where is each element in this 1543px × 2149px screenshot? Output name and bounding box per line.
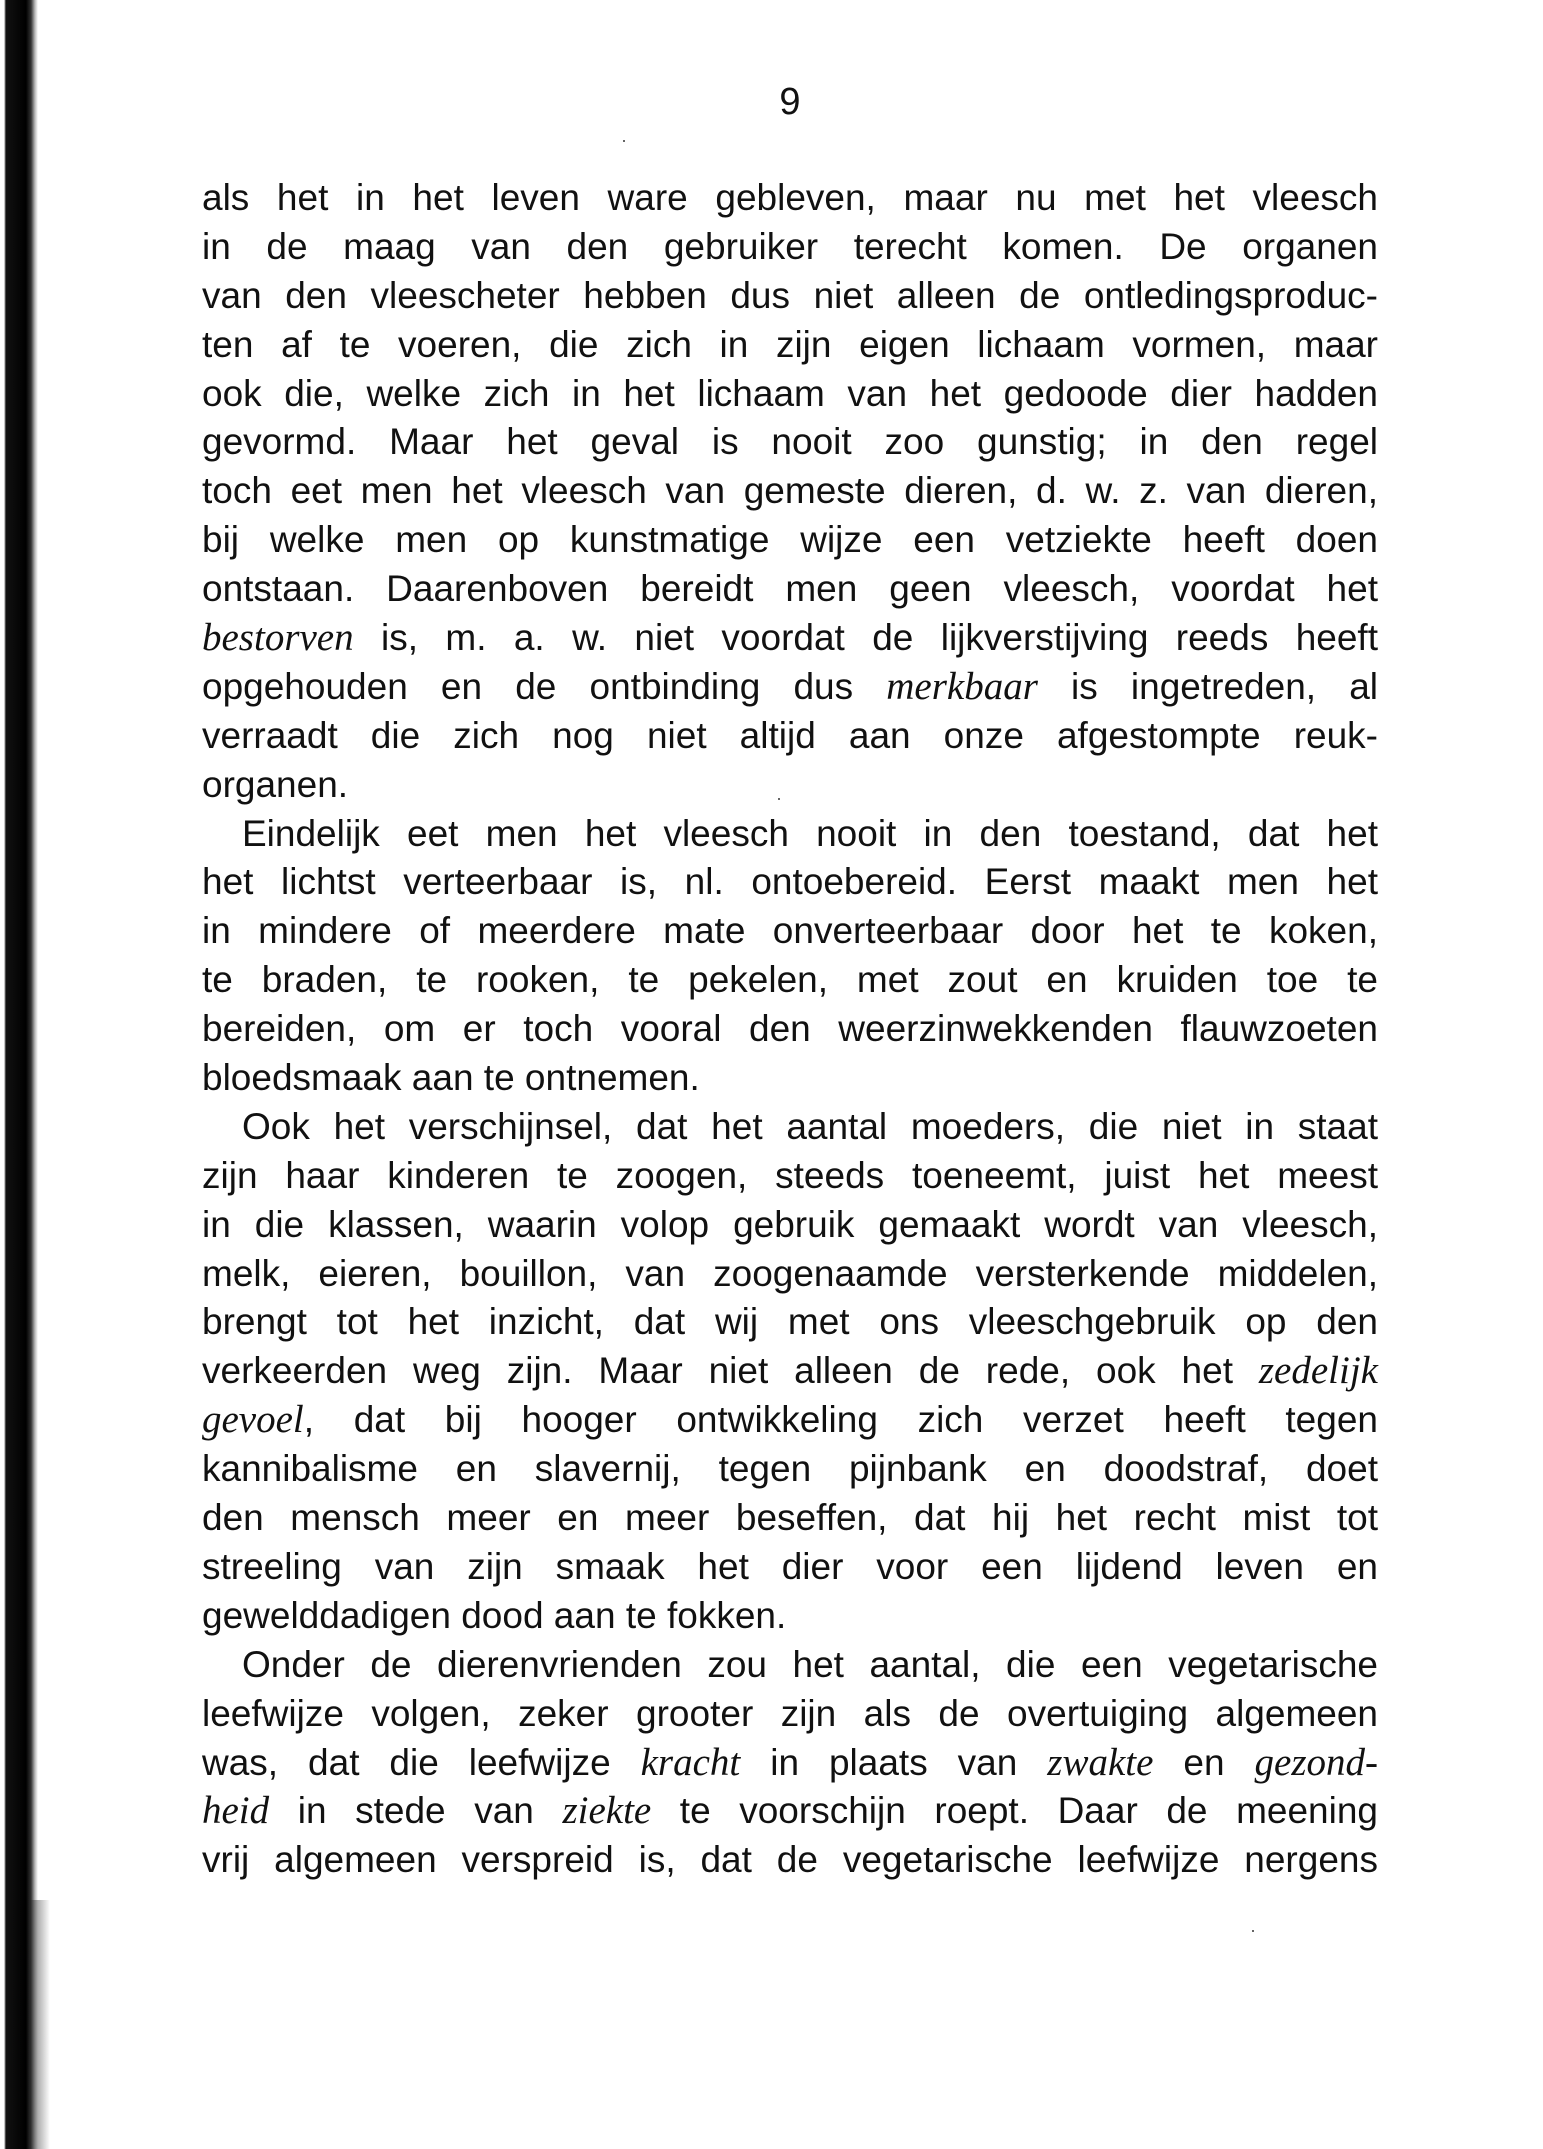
paragraph	[202, 174, 1378, 810]
text-run: in die klassen, waarin volop gebruik gemaakt wordt van vleesch,	[202, 1203, 1378, 1245]
text-line	[202, 1103, 1378, 1152]
text-line	[202, 1494, 1378, 1543]
text-line	[202, 1054, 1378, 1103]
book-binding-edge	[0, 0, 38, 2149]
text-run: is, m. a. w. niet voordat de lijkverstijving reeds heeft	[353, 617, 1378, 659]
body-text	[202, 174, 1378, 1885]
page-number: 9	[779, 81, 801, 123]
text-run: is ingetreden, al	[1037, 665, 1378, 707]
text-run: kannibalisme en slavernij, tegen pijnbank en doodstraf, doet	[202, 1448, 1378, 1490]
text-line	[202, 761, 1378, 810]
paragraph	[202, 810, 1378, 1103]
text-line	[202, 1641, 1378, 1690]
text-run: in plaats van	[740, 1741, 1048, 1783]
text-run: streeling van zijn smaak het dier voor een lijdend leven en	[202, 1545, 1378, 1587]
text-line	[202, 370, 1378, 419]
text-run: gewelddadigen dood aan te fokken.	[202, 1594, 787, 1636]
italic-emphasis: gezond-	[1254, 1740, 1379, 1784]
text-run: Onder de dierenvrienden zou het aantal, die een vegetarische	[242, 1643, 1378, 1685]
text-line	[202, 1347, 1378, 1396]
text-run: van den vleescheter hebben dus niet alleen de ontledingsproduc-	[202, 274, 1378, 316]
text-run: te braden, te rooken, te pekelen, met zout en kruiden toe te	[202, 959, 1378, 1001]
text-line	[202, 956, 1378, 1005]
text-line	[202, 223, 1378, 272]
text-run: als het in het leven ware gebleven, maar nu met het vleesch	[202, 177, 1378, 218]
text-run: toch eet men het vleesch van gemeste dieren, d. w. z. van dieren,	[202, 470, 1378, 512]
book-binding-shadow	[30, 1900, 50, 2149]
text-line	[202, 272, 1378, 321]
text-run: was, dat die leefwijze	[202, 1741, 641, 1783]
text-line	[202, 174, 1378, 223]
text-line	[202, 1152, 1378, 1201]
italic-emphasis: merkbaar	[886, 664, 1038, 708]
text-run: Ook het verschijnsel, dat het aantal moeders, die niet in staat	[242, 1105, 1378, 1147]
text-line	[202, 1836, 1378, 1885]
text-run: bereiden, om er toch vooral den weerzinwekkenden flauwzoeten	[202, 1008, 1378, 1050]
paragraph	[202, 1641, 1378, 1885]
italic-emphasis: heid	[202, 1789, 270, 1833]
text-line	[202, 712, 1378, 761]
text-line	[202, 1298, 1378, 1347]
text-run: leefwijze volgen, zeker grooter zijn als de overtuiging algemeen	[202, 1692, 1378, 1734]
text-line	[202, 1739, 1378, 1788]
italic-emphasis: kracht	[640, 1740, 741, 1784]
italic-emphasis: zwakte	[1047, 1740, 1154, 1784]
italic-emphasis: gevoel	[202, 1398, 304, 1442]
text-run: , dat bij hooger ontwikkeling zich verzet heeft tegen	[303, 1399, 1378, 1441]
italic-emphasis: zedelijk	[1258, 1349, 1378, 1393]
text-run: zijn haar kinderen te zoogen, steeds toeneemt, juist het meest	[202, 1154, 1378, 1196]
text-line	[202, 1690, 1378, 1739]
text-run: organen.	[202, 763, 349, 805]
text-run: den mensch meer en meer beseffen, dat hij het recht mist tot	[202, 1497, 1378, 1539]
text-line	[202, 858, 1378, 907]
text-run: te voorschijn roept. Daar de meening	[651, 1790, 1378, 1832]
text-run: ontstaan. Daarenboven bereidt men geen vleesch, voordat het	[202, 568, 1378, 610]
text-line	[202, 1250, 1378, 1299]
scan-speck	[778, 798, 780, 800]
italic-emphasis: ziekte	[562, 1789, 652, 1833]
text-line	[202, 467, 1378, 516]
text-line	[202, 516, 1378, 565]
text-run: het lichtst verteerbaar is, nl. ontoebereid. Eerst maakt men het	[202, 861, 1378, 903]
text-run: in de maag van den gebruiker terecht komen. De organen	[202, 225, 1378, 267]
text-line	[202, 1543, 1378, 1592]
text-line	[202, 321, 1378, 370]
text-line	[202, 1592, 1378, 1641]
text-line	[202, 1005, 1378, 1054]
scan-speck	[623, 140, 625, 142]
scan-speck	[1252, 1930, 1254, 1932]
text-line	[202, 565, 1378, 614]
text-run: bloedsmaak aan te ontnemen.	[202, 1057, 700, 1099]
text-line	[202, 418, 1378, 467]
text-run: in stede van	[269, 1790, 563, 1832]
text-run: verraadt die zich nog niet altijd aan onze afgestompte reuk-	[202, 714, 1378, 756]
text-run: in mindere of meerdere mate onverteerbaar door het te koken,	[202, 910, 1378, 952]
text-run: gevormd. Maar het geval is nooit zoo gunstig; in den regel	[202, 421, 1378, 463]
text-run: ook die, welke zich in het lichaam van het gedoode dier hadden	[202, 372, 1378, 414]
italic-emphasis: bestorven	[202, 616, 354, 660]
text-run: verkeerden weg zijn. Maar niet alleen de rede, ook het	[202, 1350, 1259, 1392]
text-line	[202, 1201, 1378, 1250]
text-line	[202, 907, 1378, 956]
text-line	[202, 1396, 1378, 1445]
text-line	[202, 1787, 1378, 1836]
text-line	[202, 614, 1378, 663]
text-line	[202, 1445, 1378, 1494]
text-run: melk, eieren, bouillon, van zoogenaamde versterkende middelen,	[202, 1252, 1378, 1294]
text-run: opgehouden en de ontbinding dus	[202, 665, 887, 707]
text-run: vrij algemeen verspreid is, dat de vegetarische leefwijze nergens	[202, 1839, 1378, 1881]
text-run: bij welke men op kunstmatige wijze een vetziekte heeft doen	[202, 519, 1378, 561]
text-line	[202, 810, 1378, 859]
text-run: Eindelijk eet men het vleesch nooit in den toestand, dat het	[242, 812, 1378, 854]
text-run: en	[1153, 1741, 1255, 1783]
text-run: brengt tot het inzicht, dat wij met ons vleeschgebruik op den	[202, 1301, 1378, 1343]
paragraph	[202, 1103, 1378, 1641]
text-line	[202, 663, 1378, 712]
text-run: ten af te voeren, die zich in zijn eigen lichaam vormen, maar	[202, 323, 1378, 365]
